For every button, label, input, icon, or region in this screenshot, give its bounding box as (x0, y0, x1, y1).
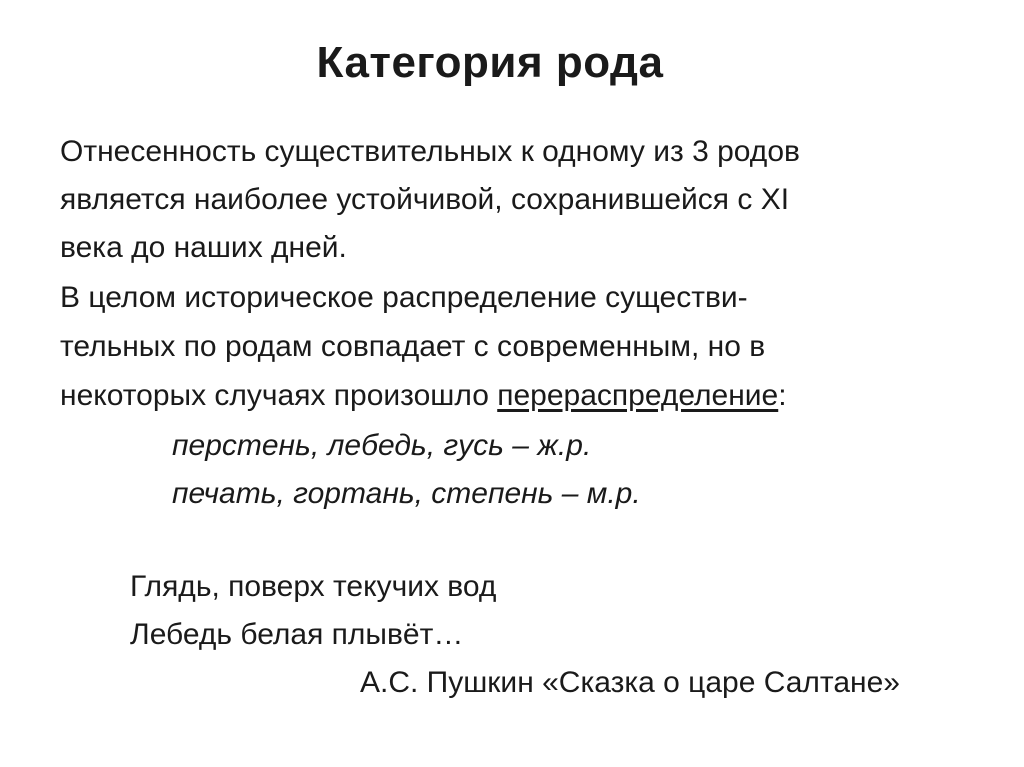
quote-attribution: А.С. Пушкин «Сказка о царе Салтане» (360, 666, 900, 699)
quote-line-1: Глядь, поверх текучих вод (130, 570, 497, 603)
paragraph-line-4: В целом историческое распределение существи- (60, 281, 748, 314)
underlined-term: перераспределение (497, 379, 779, 412)
slide-title: Категория рода (316, 38, 664, 87)
paragraph-line-6-before: некоторых случаях произошло (60, 379, 498, 412)
paragraph-line-6-after: : (778, 379, 787, 412)
paragraph-line-6 (60, 378, 787, 414)
example-feminine: перстень, лебедь, гусь – ж.р. (172, 429, 592, 462)
paragraph-line-5: тельных по родам совпадает с современным, но в (60, 330, 766, 363)
paragraph-line-2: является наиболее устойчивой, сохранившейся с XI (60, 183, 790, 216)
example-masculine: печать, гортань, степень – м.р. (172, 477, 641, 510)
paragraph-line-1: Отнесенность существительных к одному из 3 родов (60, 135, 800, 168)
quote-line-2: Лебедь белая плывёт… (130, 618, 464, 651)
paragraph-line-3: века до наших дней. (60, 231, 347, 264)
